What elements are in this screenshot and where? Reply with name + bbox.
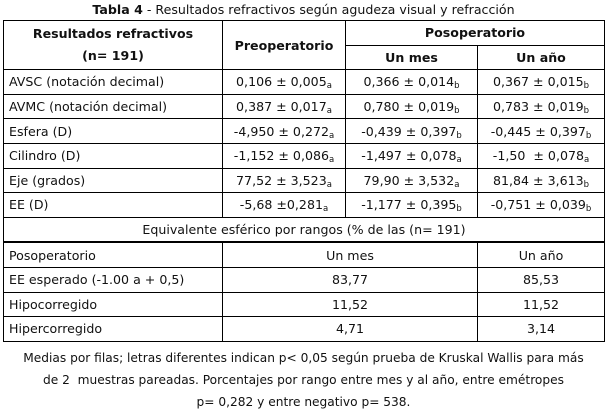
table-row [4, 119, 605, 144]
value-text: 0,366 ± 0,014 [363, 74, 455, 90]
value-cell [346, 94, 478, 119]
table-row [4, 70, 605, 95]
table-row [4, 292, 605, 317]
value-cell: 83,77 [223, 267, 478, 292]
letter-subscript: b [454, 106, 460, 117]
value-cell [346, 70, 478, 95]
header-results-cell [4, 21, 223, 70]
row-label: Cilindro (D) [4, 143, 223, 168]
value-cell: 85,53 [478, 267, 605, 292]
section-header-row [4, 242, 605, 267]
value-cell: 3,14 [478, 317, 605, 342]
value-cell [223, 143, 346, 168]
table-row [4, 317, 605, 342]
value-text: 0,367 ± 0,015 [492, 74, 584, 90]
row-label: Esfera (D) [4, 119, 223, 144]
header-results-line2: (n= 191) [82, 48, 144, 64]
table-caption-label: Tabla 4 [92, 2, 143, 17]
section-header-ano: Un año [478, 242, 605, 267]
value-cell [346, 143, 478, 168]
section-title-row [4, 217, 605, 242]
table-caption-text: - Resultados refractivos según agudeza visual y refracción [142, 2, 515, 17]
header-un-mes: Un mes [346, 45, 478, 70]
letter-subscript: b [585, 130, 592, 141]
letter-subscript: a [456, 155, 462, 166]
refractive-results-table [3, 20, 605, 342]
value-cell [223, 70, 346, 95]
letter-subscript: a [326, 106, 332, 117]
value-cell: 11,52 [478, 292, 605, 317]
value-cell [478, 94, 605, 119]
table-row [4, 267, 605, 292]
value-text: 0,106 ± 0,005 [236, 74, 327, 90]
letter-subscript: b [585, 204, 592, 215]
section-title: Equivalente esférico por rangos (% de las (n= 191) [4, 217, 605, 242]
value-text: -0,751 ± 0,039 [490, 197, 586, 213]
row-label: Hipocorregido [4, 292, 223, 317]
value-text: -5,68 ±0,281 [239, 197, 323, 213]
value-text: -0,439 ± 0,397 [361, 123, 457, 139]
value-cell [478, 119, 605, 144]
table-caption [0, 0, 607, 20]
footnote-line: de 2 muestras pareadas. Porcentajes por rango entre mes y al año, entre emétropes [43, 372, 564, 387]
value-text: -1,152 ± 0,086 [233, 148, 329, 164]
letter-subscript: b [583, 81, 590, 92]
letter-subscript: a [326, 81, 332, 92]
value-cell [478, 168, 605, 193]
value-text: 77,52 ± 3,523 [236, 172, 327, 188]
table-row [4, 94, 605, 119]
table-row [4, 168, 605, 193]
letter-subscript: b [456, 204, 462, 215]
row-label: AVMC (notación decimal) [4, 94, 223, 119]
value-cell: 4,71 [223, 317, 478, 342]
section-header-label: Posoperatorio [4, 242, 223, 267]
value-cell [223, 119, 346, 144]
letter-subscript: a [454, 179, 460, 190]
value-text: 0,780 ± 0,019 [363, 99, 455, 115]
value-text: -4,950 ± 0,272 [233, 123, 329, 139]
value-text: -1,177 ± 0,395 [361, 197, 457, 213]
value-text: -1,50 ± 0,078 [492, 148, 584, 164]
value-cell [478, 143, 605, 168]
value-cell: 11,52 [223, 292, 478, 317]
letter-subscript: b [583, 106, 590, 117]
table-footnote [0, 347, 607, 413]
value-text: -0,445 ± 0,397 [490, 123, 586, 139]
letter-subscript: a [329, 155, 335, 166]
letter-subscript: b [454, 81, 460, 92]
row-label: Eje (grados) [4, 168, 223, 193]
row-label: AVSC (notación decimal) [4, 70, 223, 95]
letter-subscript: a [326, 179, 332, 190]
header-results-line1: Resultados refractivos [32, 26, 194, 42]
letter-subscript: a [583, 155, 590, 166]
letter-subscript: a [329, 130, 335, 141]
value-cell [346, 193, 478, 218]
table-row [4, 193, 605, 218]
value-cell [346, 168, 478, 193]
header-posoperatorio: Posoperatorio [346, 21, 605, 46]
row-label: EE (D) [4, 193, 223, 218]
value-text: -1,497 ± 0,078 [361, 148, 457, 164]
letter-subscript: b [583, 179, 590, 190]
value-cell [223, 193, 346, 218]
value-cell [478, 193, 605, 218]
row-label: Hipercorregido [4, 317, 223, 342]
value-text: 79,90 ± 3,532 [363, 172, 455, 188]
value-text: 81,84 ± 3,613 [492, 172, 584, 188]
value-cell [346, 119, 478, 144]
table-row [4, 143, 605, 168]
value-cell [478, 70, 605, 95]
value-cell [223, 94, 346, 119]
value-text: 0,387 ± 0,017 [236, 99, 327, 115]
footnote-line: Medias por filas; letras diferentes indican p< 0,05 según prueba de Kruskal Wallis para más [23, 350, 584, 365]
section-header-mes: Un mes [223, 242, 478, 267]
value-text: 0,783 ± 0,019 [492, 99, 584, 115]
value-cell [223, 168, 346, 193]
row-label: EE esperado (-1.00 a + 0,5) [4, 267, 223, 292]
letter-subscript: a [322, 204, 329, 215]
footnote-line: p= 0,282 y entre negativo p= 538. [196, 394, 411, 409]
header-un-ano: Un año [478, 45, 605, 70]
header-preoperatorio: Preoperatorio [223, 21, 346, 70]
letter-subscript: b [456, 130, 462, 141]
